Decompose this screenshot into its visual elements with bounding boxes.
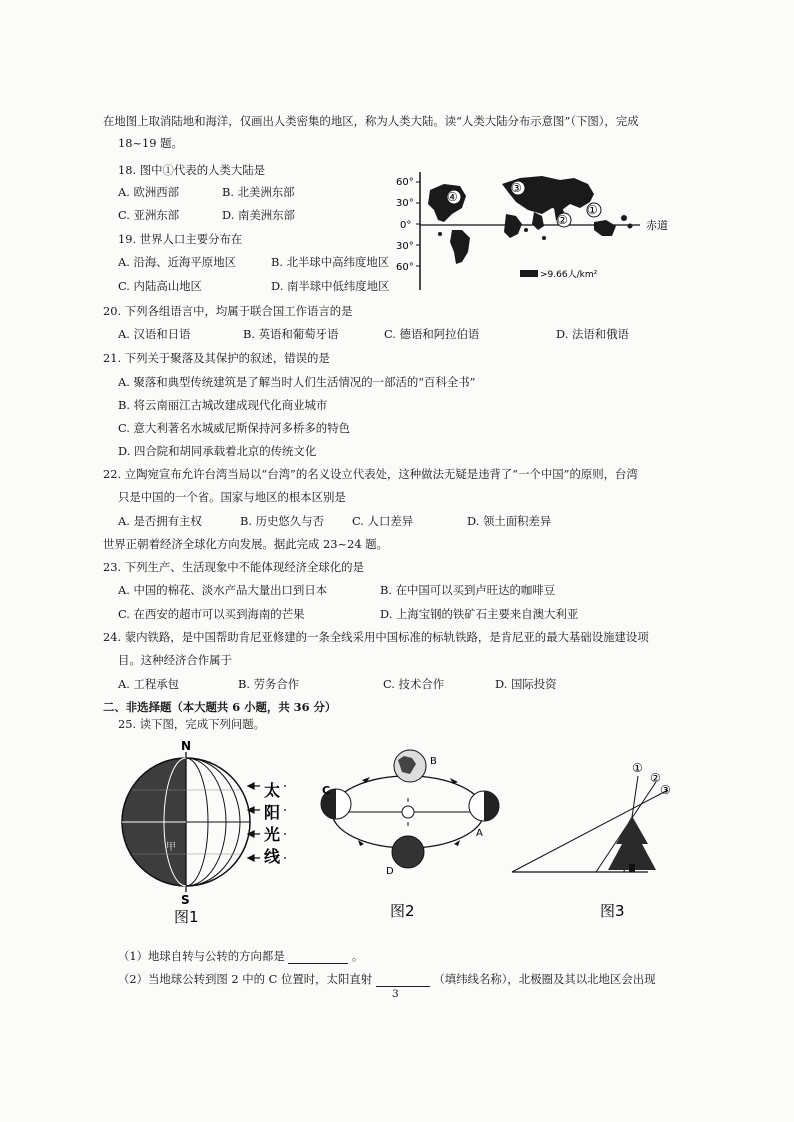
- q24-option-a: A. 工程承包: [118, 677, 180, 691]
- q19-option-c: C. 内陆高山地区: [118, 279, 202, 293]
- q19-option-a: A. 沿海、近海平原地区: [118, 255, 236, 269]
- q21-option-a: A. 聚落和典型传统建筑是了解当时人们生活情况的一部活的“百科全书”: [118, 375, 476, 389]
- q20-option-d: D. 法语和俄语: [556, 327, 629, 341]
- lat-30n-label: 30°: [396, 198, 414, 209]
- q18-option-a: A. 欧洲西部: [118, 185, 180, 199]
- q24-option-c: C. 技术合作: [383, 677, 445, 691]
- q22-stem-line-2: 只是中国的一个省。国家与地区的根本区别是: [118, 490, 346, 504]
- ray-1-label: ①: [632, 761, 643, 775]
- sunlight-char-1: 太: [264, 781, 281, 800]
- q25-part-1-end: 。: [351, 949, 364, 963]
- q20-stem: 20. 下列各组语言中，均属于联合国工作语言的是: [103, 304, 353, 318]
- intro-23-24: 世界正朝着经济全球化方向发展。据此完成 23~24 题。: [103, 537, 388, 551]
- section-2-heading: 二、非选择题（本大题共 6 小题，共 36 分）: [103, 700, 337, 714]
- marker-3: ③: [511, 181, 522, 195]
- q24-stem-line-2: 目。这种经济合作属于: [118, 653, 232, 667]
- lat-60s-label: 60°: [396, 262, 414, 273]
- legend-swatch: [520, 270, 538, 277]
- q25-part-2-text-a: （2）当地球公转到图 2 中的 C 位置时，太阳直射: [118, 972, 373, 986]
- earth-position-d: [392, 836, 424, 868]
- q23-stem: 23. 下列生产、生活现象中不能体现经济全球化的是: [103, 560, 364, 574]
- q21-option-b: B. 将云南丽江古城改建成现代化商业城市: [118, 398, 328, 412]
- equator-label: 赤道: [646, 219, 668, 232]
- q22-option-a: A. 是否拥有主权: [118, 514, 202, 528]
- marker-2: ②: [557, 213, 568, 227]
- lat-60n-label: 60°: [396, 177, 414, 188]
- figure-2-label: 图2: [390, 902, 415, 920]
- marker-1: ①: [587, 203, 598, 217]
- figure-1-label: 图1: [174, 908, 199, 926]
- q23-option-b: B. 在中国可以买到卢旺达的咖啡豆: [380, 583, 556, 597]
- sunlight-char-3: 光: [264, 825, 281, 844]
- page-number: 3: [392, 988, 399, 1000]
- q20-option-c: C. 德语和阿拉伯语: [384, 327, 480, 341]
- q18-option-d: D. 南美洲东部: [222, 208, 295, 222]
- sunlight-char-2: 阳: [264, 803, 281, 822]
- q18-option-c: C. 亚洲东部: [118, 208, 180, 222]
- human-continent-map: [394, 168, 684, 298]
- q22-stem-line-1: 22. 立陶宛宣布允许台湾当局以“台湾”的名义设立代表处，这种做法无疑是违背了“一个中国”的原则，台湾: [103, 467, 638, 481]
- q21-option-d: D. 四合院和胡同承载着北京的传统文化: [118, 444, 317, 458]
- position-c-label: C: [322, 784, 331, 797]
- q23-option-d: D. 上海宝钢的铁矿石主要来自澳大利亚: [380, 607, 579, 621]
- q25-part-1-text: （1）地球自转与公转的方向都是: [118, 949, 285, 963]
- q21-stem: 21. 下列关于聚落及其保护的叙述，错误的是: [103, 351, 330, 365]
- intro-line-2: 18~19 题。: [118, 136, 183, 150]
- figure-3-shadow: [508, 758, 688, 928]
- q22-option-d: D. 领土面积差异: [467, 514, 552, 528]
- figure-3-label: 图3: [600, 902, 625, 920]
- north-pole-label: N: [181, 739, 192, 753]
- south-pole-label: S: [181, 893, 190, 907]
- q25-part-2-text-b: （填纬线名称），北极圈及其以北地区会出现: [433, 972, 656, 986]
- population-dense-areas: [428, 176, 633, 264]
- q19-stem: 19. 世界人口主要分布在: [118, 232, 243, 246]
- q19-option-b: B. 北半球中高纬度地区: [271, 255, 390, 269]
- q24-option-b: B. 劳务合作: [238, 677, 300, 691]
- q23-option-c: C. 在西安的超市可以买到海南的芒果: [118, 607, 305, 621]
- lat-0-label: 0°: [400, 220, 412, 231]
- q24-option-d: D. 国际投资: [495, 677, 557, 691]
- position-a-label: A: [476, 828, 483, 839]
- answer-blank-2[interactable]: [376, 974, 430, 987]
- q25-part-2: [118, 971, 656, 987]
- q23-option-a: A. 中国的棉花、淡水产品大量出口到日本: [118, 583, 328, 597]
- answer-blank-1[interactable]: [288, 951, 348, 964]
- q19-option-d: D. 南半球中低纬度地区: [271, 279, 390, 293]
- legend-label: >9.66人/km²: [540, 270, 598, 280]
- lat-30s-label: 30°: [396, 241, 414, 252]
- figure-1-earth: [112, 738, 302, 928]
- q21-option-c: C. 意大利著名水城威尼斯保持河多桥多的特色: [118, 421, 350, 435]
- q22-option-c: C. 人口差异: [352, 514, 414, 528]
- position-b-label: B: [430, 756, 437, 767]
- point-jia-label: 甲: [166, 842, 176, 853]
- q22-option-b: B. 历史悠久与否: [240, 514, 324, 528]
- q18-stem: 18. 图中①代表的人类大陆是: [118, 163, 266, 177]
- sunlight-char-4: 线: [264, 847, 281, 866]
- q20-option-b: B. 英语和葡萄牙语: [243, 327, 339, 341]
- q18-option-b: B. 北美洲东部: [222, 185, 295, 199]
- q25-stem: 25. 读下图，完成下列问题。: [118, 717, 266, 731]
- figure-2-orbit: [318, 748, 508, 928]
- ray-3-label: ③: [660, 783, 671, 797]
- intro-line-1: 在地图上取消陆地和海洋，仅画出人类密集的地区，称为人类大陆。读“人类大陆分布示意图”（下图），完成: [103, 114, 639, 128]
- position-d-label: D: [386, 866, 394, 877]
- q24-stem-line-1: 24. 蒙内铁路，是中国帮助肯尼亚修建的一条全线采用中国标准的标轨铁路，是肯尼亚的最大基础设施建设项: [103, 630, 649, 644]
- q25-part-1: [118, 948, 363, 964]
- ray-2-label: ②: [650, 771, 661, 785]
- marker-4: ④: [447, 190, 458, 204]
- q20-option-a: A. 汉语和日语: [118, 327, 191, 341]
